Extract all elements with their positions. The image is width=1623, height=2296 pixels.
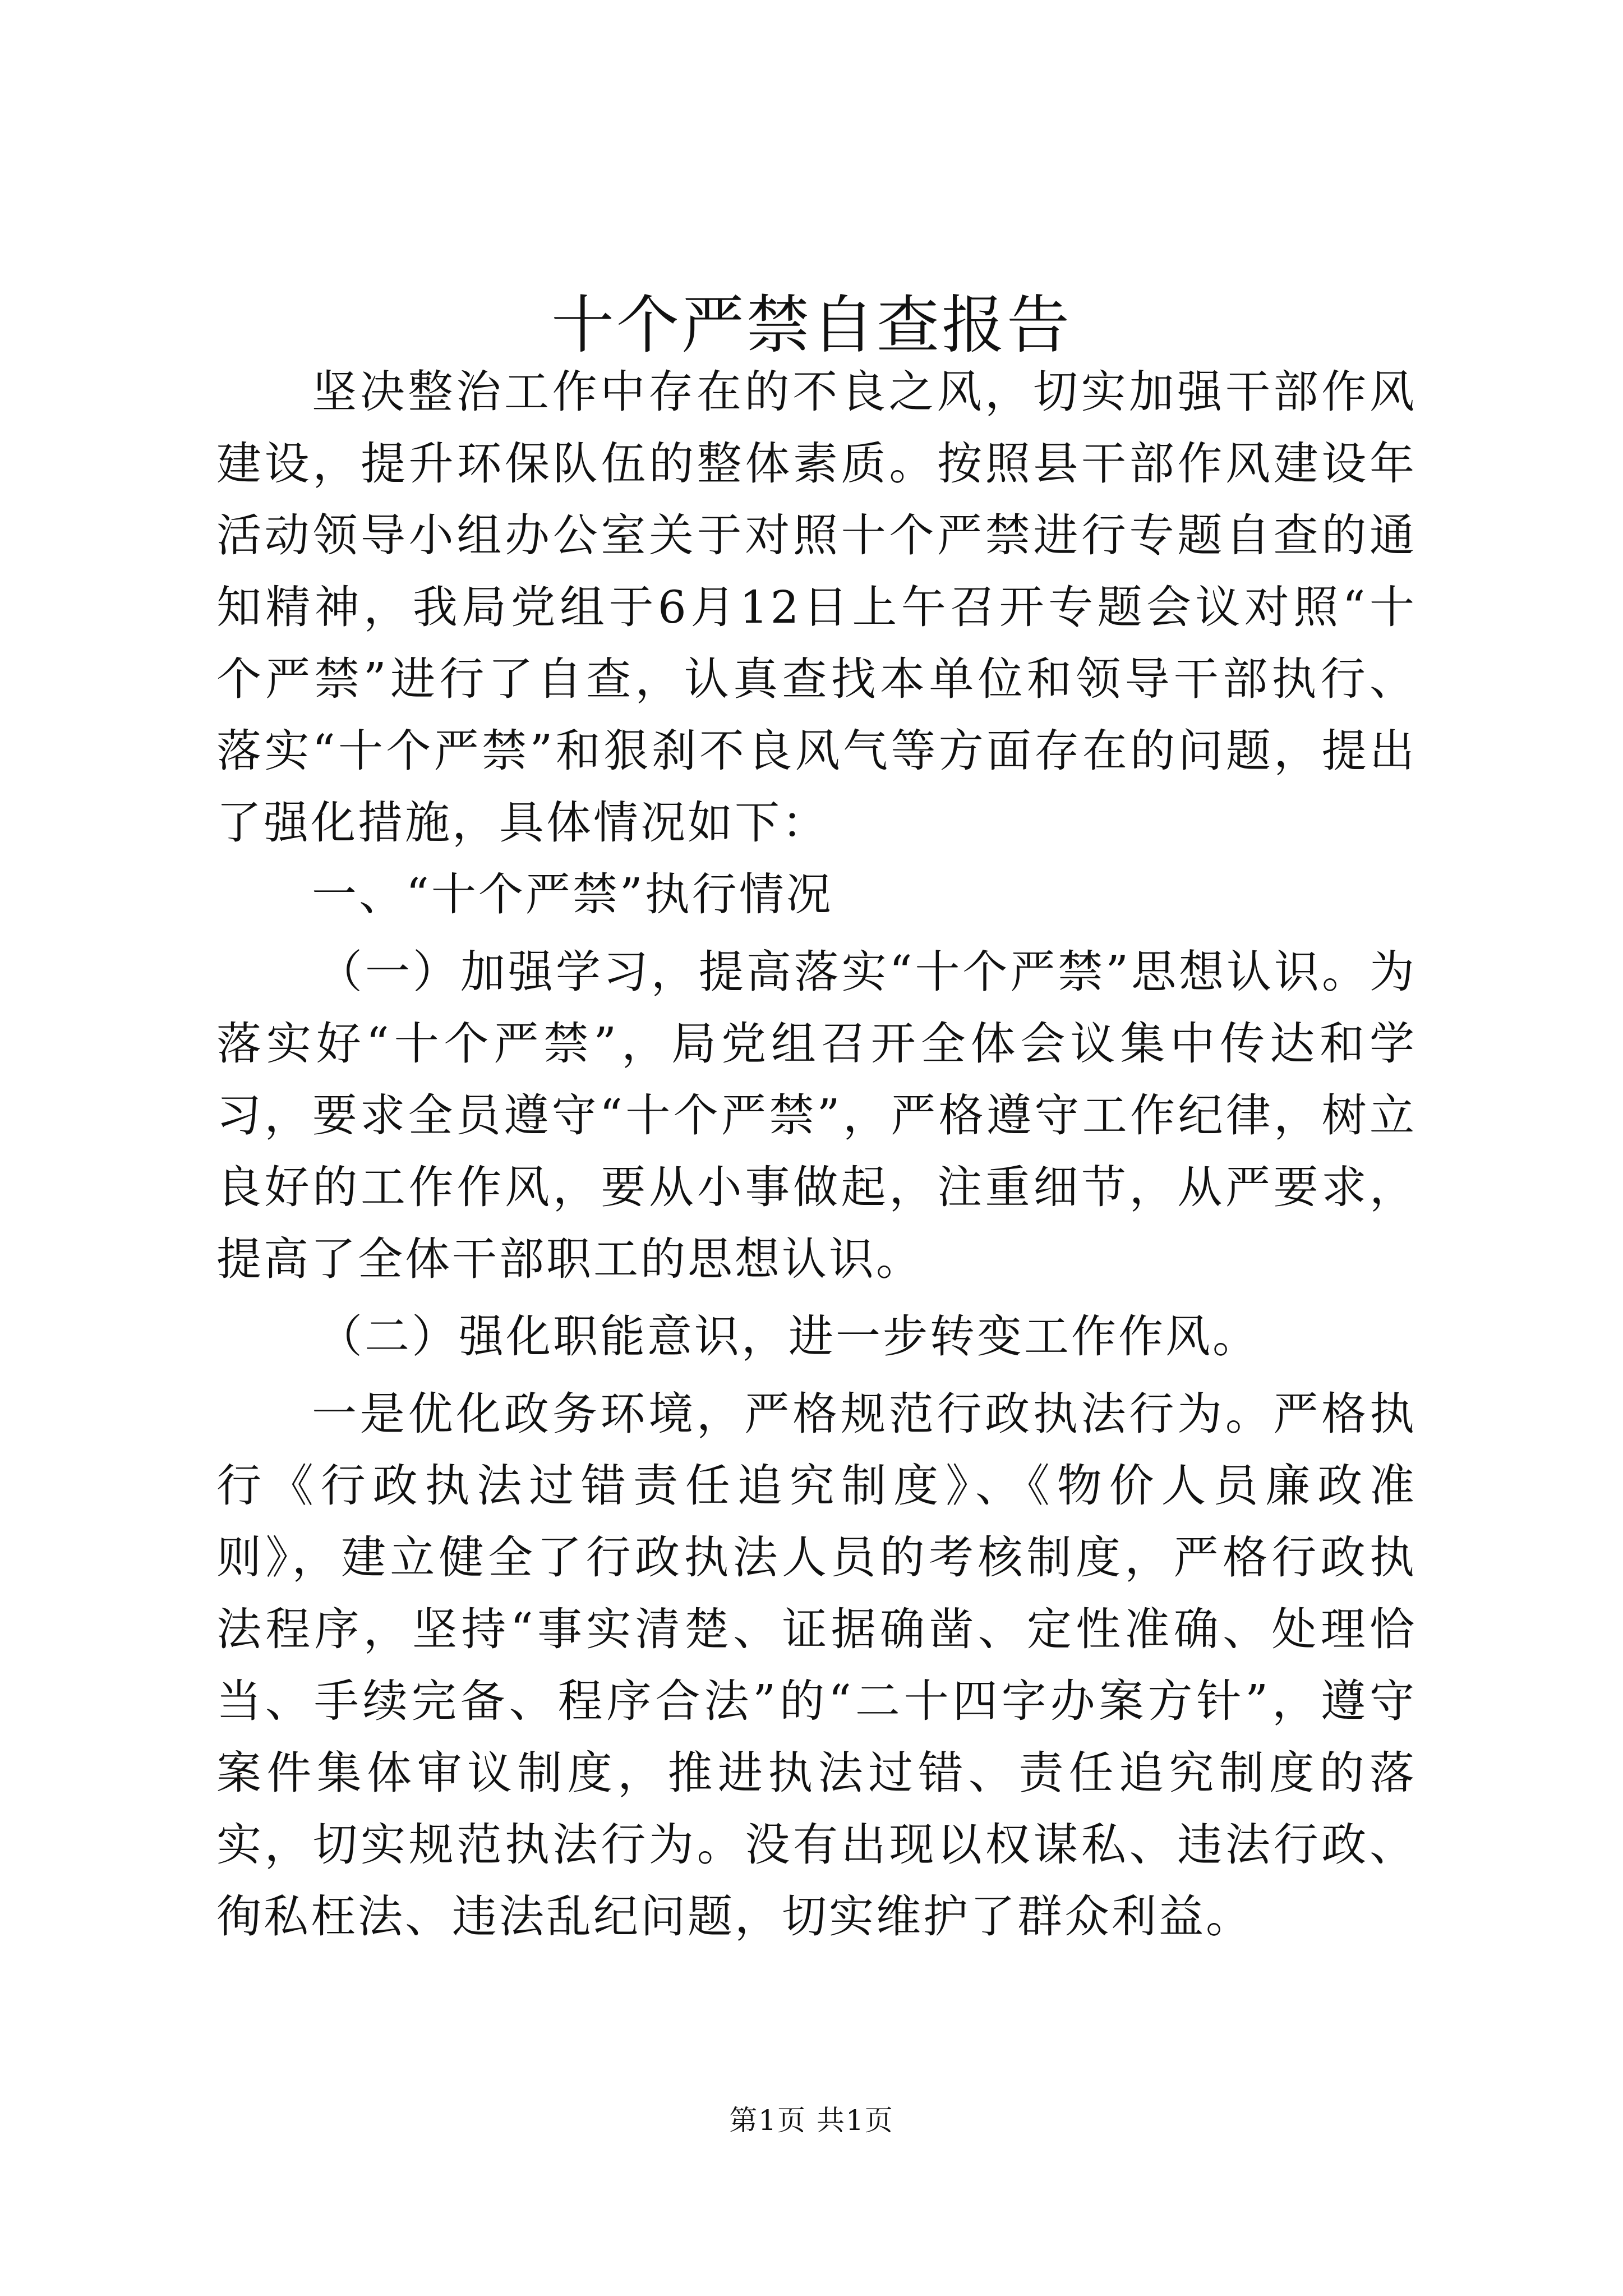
- subsection-1-paragraph: （一）加强学习，提高落实“十个严禁”思想认识。为落实好“十个严禁”，局党组召开全体会议集中传达和学习，要求全员遵守“十个严禁”，严格遵守工作纪律，树立良好的工作作风，要从小事做起，注重细节，从严要求，提高了全体干部职工的思想认识。: [216, 946, 1417, 1285]
- document-title: 十个严禁自查报告: [551, 289, 1072, 362]
- page-footer: 第1页 共1页: [729, 2104, 894, 2137]
- section-heading-1: 一、“十个严禁”执行情况: [312, 868, 833, 921]
- document-body: [216, 356, 1417, 1953]
- intro-paragraph: 坚决整治工作中存在的不良之风，切实加强干部作风建设，提升环保队伍的整体素质。按照县干部作风建设年活动领导小组办公室关于对照十个严禁进行专题自查的通知精神，我局党组于6月12日上午召开专题会议对照“十个严禁”进行了自查，认真查找本单位和领导干部执行、落实“十个严禁”和狠刹不良风气等方面存在的问题，提出了强化措施，具体情况如下：: [216, 366, 1417, 849]
- subsection-2-heading: （二）强化职能意识，进一步转变工作作风。: [317, 1310, 1260, 1363]
- measure-1-paragraph: 一是优化政务环境，严格规范行政执法行为。严格执行《行政执法过错责任追究制度》、《物价人员廉政准则》，建立健全了行政执法人员的考核制度，严格行政执法程序，坚持“事实清楚、证据确凿、定性准确、处理恰当、手续完备、程序合法”的“二十四字办案方针”，遵守案件集体审议制度，推进执法过错、责任追究制度的落实，切实规范执法行为。没有出现以权谋私、违法行政、徇私枉法、违法乱纪问题，切实维护了群众利益。: [216, 1388, 1417, 1943]
